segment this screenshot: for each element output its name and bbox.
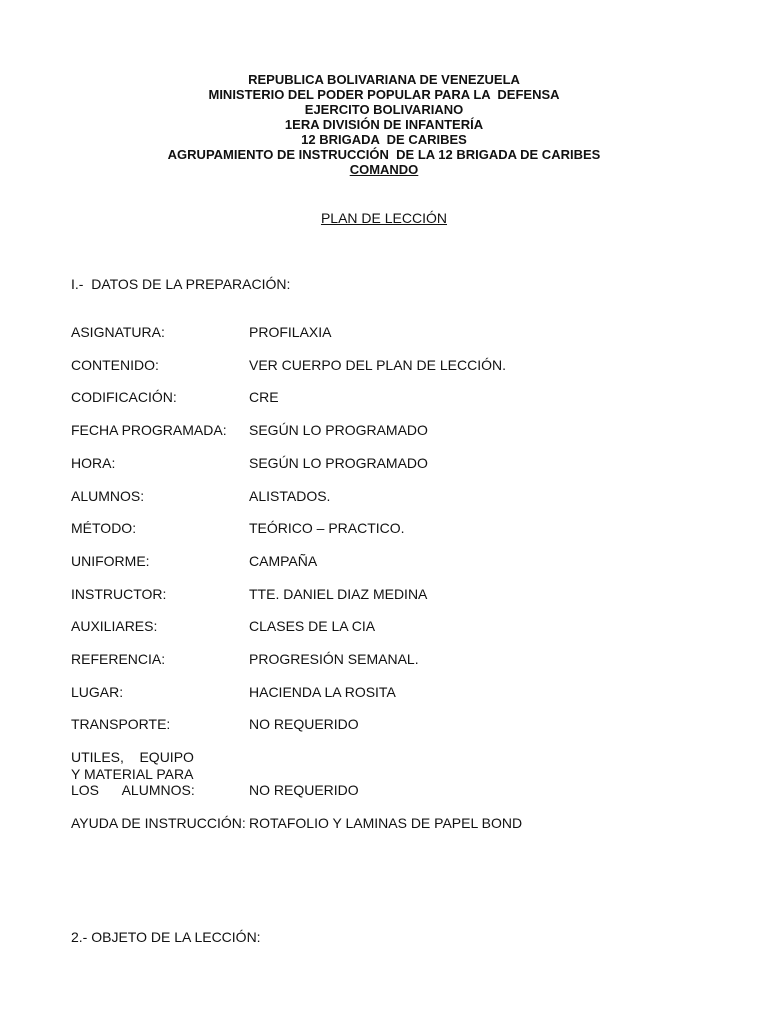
- field-label: CONTENIDO:: [71, 356, 159, 373]
- utiles-label-line: Y MATERIAL PARA: [71, 766, 194, 782]
- field-label: UNIFORME:: [71, 552, 150, 569]
- field-value: CAMPAÑA: [249, 552, 318, 569]
- header-line: REPUBLICA BOLIVARIANA DE VENEZUELA: [248, 72, 520, 87]
- field-value: TEÓRICO – PRACTICO.: [249, 520, 405, 537]
- section-heading-2: 2.- OBJETO DE LA LECCIÓN:: [71, 929, 261, 945]
- utiles-value: NO REQUERIDO: [249, 782, 359, 798]
- field-value: TTE. DANIEL DIAZ MEDINA: [249, 585, 428, 602]
- field-value: ALISTADOS.: [249, 487, 331, 504]
- field-label: INSTRUCTOR:: [71, 585, 167, 602]
- utiles-label-line: LOS ALUMNOS:: [71, 782, 195, 798]
- field-value: NO REQUERIDO: [249, 716, 359, 733]
- document-title: [0, 210, 768, 226]
- section-heading-1: I.- DATOS DE LA PREPARACIÓN:: [71, 276, 291, 292]
- field-label: MÉTODO:: [71, 520, 137, 537]
- field-value: CLASES DE LA CIA: [249, 618, 376, 635]
- field-label: ASIGNATURA:: [71, 324, 165, 340]
- ayuda-value: ROTAFOLIO Y LAMINAS DE PAPEL BOND: [249, 815, 523, 831]
- field-label: LUGAR:: [71, 683, 124, 700]
- field-value: SEGÚN LO PROGRAMADO: [249, 422, 428, 439]
- field-value: PROGRESIÓN SEMANAL.: [249, 651, 419, 667]
- field-label: REFERENCIA:: [71, 651, 166, 667]
- field-value: HACIENDA LA ROSITA: [249, 683, 396, 700]
- field-value: VER CUERPO DEL PLAN DE LECCIÓN.: [249, 356, 506, 373]
- field-label: ALUMNOS:: [71, 487, 145, 504]
- field-label: HORA:: [71, 454, 116, 471]
- header-line: [0, 162, 768, 177]
- header-line: 1ERA DIVISIÓN DE INFANTERÍA: [284, 117, 484, 132]
- ayuda-label: AYUDA DE INSTRUCCIÓN:: [71, 815, 246, 831]
- header-line: EJERCITO BOLIVARIANO: [304, 102, 464, 117]
- document-header: [0, 72, 768, 177]
- field-label: TRANSPORTE:: [71, 716, 171, 733]
- header-line: MINISTERIO DEL PODER POPULAR PARA LA DEFENSA: [208, 87, 560, 102]
- field-value: SEGÚN LO PROGRAMADO: [249, 454, 428, 471]
- utiles-label-line: UTILES, EQUIPO: [71, 749, 194, 765]
- field-label: CODIFICACIÓN:: [71, 389, 177, 406]
- field-label: AUXILIARES:: [71, 618, 158, 635]
- field-value: PROFILAXIA: [249, 324, 332, 340]
- field-label: FECHA PROGRAMADA:: [71, 422, 227, 439]
- document-title-text: PLAN DE LECCIÓN: [320, 210, 448, 226]
- header-line: AGRUPAMIENTO DE INSTRUCCIÓN DE LA 12 BRIGADA DE CARIBES: [167, 147, 601, 162]
- field-value: CRE: [249, 389, 279, 406]
- header-line: 12 BRIGADA DE CARIBES: [301, 132, 467, 147]
- header-comando: COMANDO: [349, 162, 419, 177]
